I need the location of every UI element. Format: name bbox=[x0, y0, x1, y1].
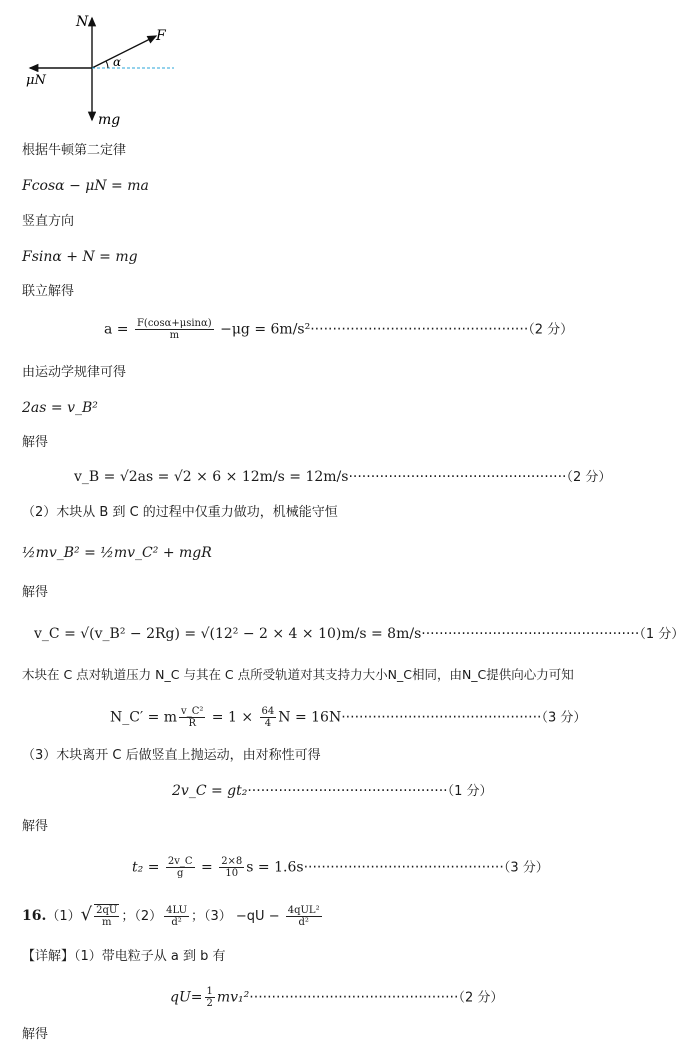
fraction bbox=[219, 856, 244, 879]
score: （1 分） bbox=[447, 784, 493, 799]
numerator: 2v_C bbox=[167, 856, 193, 867]
fraction bbox=[164, 905, 189, 928]
fraction bbox=[205, 986, 215, 1009]
denominator: 2 bbox=[206, 998, 213, 1009]
fraction bbox=[166, 856, 195, 879]
text-line: 木块在 C 点对轨道压力 N_C 与其在 C 点所受轨道对其支持力大小N_C相同，由N_C提供向心力可知 bbox=[22, 667, 574, 682]
denominator: d² bbox=[171, 916, 182, 928]
dot-leader: ············································· bbox=[341, 709, 542, 726]
eq-part: s = 1.6s bbox=[246, 859, 304, 876]
eq-part: ；（3） −qU − bbox=[191, 909, 284, 924]
eq-part: qU= bbox=[170, 989, 203, 1006]
score: （3 分） bbox=[503, 860, 549, 876]
label-muN: μN bbox=[26, 73, 46, 88]
equation-acceleration bbox=[104, 318, 573, 341]
denominator: 4 bbox=[264, 718, 272, 729]
dot-leader: ················································· bbox=[310, 321, 529, 338]
text-line: （2）木块从 B 到 C 的过程中仅重力做功，机械能守恒 bbox=[22, 505, 338, 520]
numerator: 4LU bbox=[166, 904, 187, 916]
equation: Fcosα − μN = ma bbox=[22, 178, 149, 194]
denominator: m bbox=[101, 917, 112, 928]
equation-energy bbox=[170, 986, 503, 1009]
fraction bbox=[286, 905, 322, 928]
text-line: 解得 bbox=[22, 1027, 49, 1042]
label-alpha: α bbox=[113, 55, 122, 69]
answer-line-16 bbox=[22, 904, 324, 928]
denominator: m bbox=[169, 330, 180, 341]
numerator: 64 bbox=[261, 706, 275, 717]
fraction bbox=[94, 904, 119, 928]
equation: ½mv_B² = ½mv_C² + mgR bbox=[22, 545, 212, 561]
numerator: v_C² bbox=[181, 706, 204, 717]
eq-part: = bbox=[196, 859, 218, 876]
fraction bbox=[260, 706, 277, 729]
eq-part: a = bbox=[104, 321, 133, 338]
eq-part: = 1 × bbox=[207, 709, 258, 726]
text-line: 解得 bbox=[22, 585, 49, 600]
sqrt-symbol: √ bbox=[80, 904, 93, 925]
label-F: F bbox=[156, 28, 166, 44]
eq-part: （1） bbox=[46, 909, 81, 924]
denominator: R bbox=[188, 718, 196, 729]
text-line: 解得 bbox=[22, 819, 49, 834]
numerator: 1 bbox=[206, 986, 213, 997]
text-line: 由运动学规律可得 bbox=[22, 365, 127, 380]
eq-part: v_C = √(v_B² − 2Rg) = √(12² − 2 × 4 × 10)m/s = 8m/s bbox=[34, 626, 422, 642]
numerator: F(cosα+μsinα) bbox=[136, 318, 212, 329]
score: （2 分） bbox=[566, 470, 612, 485]
label-N: N bbox=[76, 14, 89, 30]
equation: 2as = v_B² bbox=[22, 400, 98, 416]
numerator: 2qU bbox=[96, 905, 118, 916]
label-mg: mg bbox=[98, 112, 121, 128]
equation-nc bbox=[110, 706, 586, 729]
dot-leader: ············································· bbox=[303, 859, 504, 876]
text-line: 竖直方向 bbox=[22, 214, 75, 229]
text-line: （3）木块离开 C 后做竖直上抛运动，由对称性可得 bbox=[22, 748, 321, 763]
text-line: 【详解】（1）带电粒子从 a 到 b 有 bbox=[22, 949, 226, 964]
force-diagram bbox=[0, 0, 200, 130]
applied-force-arrow bbox=[92, 36, 156, 68]
equation-vc bbox=[34, 625, 684, 644]
text-line: 联立解得 bbox=[22, 284, 75, 299]
denominator: 10 bbox=[225, 868, 239, 879]
angle-arc bbox=[106, 61, 108, 68]
score: （2 分） bbox=[458, 990, 504, 1006]
eq-part: t₂ = bbox=[132, 859, 164, 876]
eq-part: N = 16N bbox=[278, 709, 342, 726]
score: （3 分） bbox=[541, 710, 587, 726]
eq-part: 2v_C = gt₂ bbox=[172, 783, 248, 799]
denominator: g bbox=[177, 868, 184, 879]
equation: Fsinα + N = mg bbox=[22, 249, 138, 265]
equation-t2 bbox=[132, 856, 549, 879]
fraction bbox=[179, 706, 205, 729]
text-line: 解得 bbox=[22, 435, 49, 450]
fraction bbox=[135, 318, 214, 341]
score: （1 分） bbox=[639, 627, 685, 642]
numerator: 2×8 bbox=[221, 856, 243, 867]
dot-leader: ················································· bbox=[348, 469, 567, 485]
score: （2 分） bbox=[528, 322, 574, 338]
text-line: 根据牛顿第二定律 bbox=[22, 143, 127, 158]
eq-part: −μg = 6m/s² bbox=[215, 321, 311, 338]
dot-leader: ··············································· bbox=[249, 989, 459, 1006]
numerator: 4qUL² bbox=[287, 904, 320, 916]
eq-part: v_B = √2as = √2 × 6 × 12m/s = 12m/s bbox=[74, 469, 349, 485]
dot-leader: ················································· bbox=[421, 626, 640, 642]
denominator: d² bbox=[298, 916, 309, 928]
dot-leader: ············································· bbox=[247, 783, 448, 799]
eq-part: ；（2） bbox=[121, 909, 163, 924]
eq-part: mv₁² bbox=[216, 989, 250, 1006]
question-number: 16. bbox=[22, 908, 47, 924]
equation-symmetry bbox=[172, 782, 493, 801]
eq-part: N_C′ = m bbox=[110, 709, 178, 726]
equation-vb bbox=[74, 468, 611, 487]
